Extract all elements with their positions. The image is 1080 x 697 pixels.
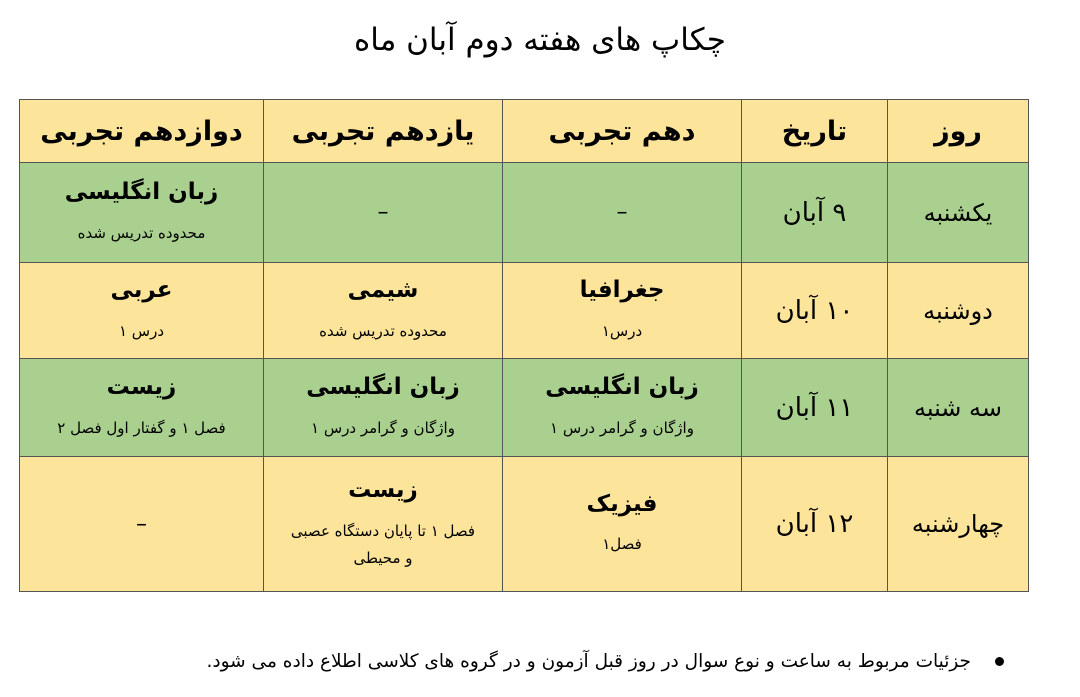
- exam-subject: جغرافیا: [579, 277, 665, 304]
- day-cell: چهارشنبه: [888, 457, 1029, 592]
- header-day: روز: [888, 100, 1029, 163]
- footnote: [207, 651, 1005, 672]
- grade-12-cell: [20, 263, 264, 359]
- table-row: [20, 263, 1029, 359]
- exam-subject: شیمی: [347, 277, 419, 304]
- exam-subject: زیست: [106, 374, 177, 401]
- exam-scope: فصل۱: [602, 535, 642, 554]
- day-cell: یکشنبه: [888, 163, 1029, 263]
- header-row: [20, 100, 1029, 163]
- table-row: [20, 457, 1029, 592]
- grade-12-cell: [20, 457, 264, 592]
- exam-subject: زیست: [348, 477, 418, 504]
- grade-11-cell: [264, 163, 503, 263]
- header-date: تاریخ: [742, 100, 888, 163]
- date-cell: ۹ آبان: [742, 163, 888, 263]
- grade-11-cell: [264, 263, 503, 359]
- date-cell: ۱۲ آبان: [742, 457, 888, 592]
- exam-subject: زبان انگلیسی: [64, 179, 219, 206]
- exam-scope: درس۱: [601, 321, 643, 340]
- grade-12-cell: [20, 359, 264, 457]
- header-grade-10: دهم تجربی: [503, 100, 742, 163]
- exam-scope: درس ۱: [118, 321, 165, 340]
- grade-12-cell: [20, 163, 264, 263]
- table-row: [20, 359, 1029, 457]
- day-cell: سه شنبه: [888, 359, 1029, 457]
- exam-scope: واژگان و گرامر درس ۱: [550, 418, 694, 437]
- grade-11-cell: [264, 457, 503, 592]
- grade-10-cell: [503, 263, 742, 359]
- exam-scope: فصل ۱ تا پایان دستگاه عصبی و محیطی: [290, 521, 476, 567]
- empty-dash: –: [136, 511, 147, 537]
- date-cell: ۱۱ آبان: [742, 359, 888, 457]
- grade-10-cell: [503, 457, 742, 592]
- bullet-icon: [995, 657, 1004, 666]
- footnote-text: جزئیات مربوط به ساعت و نوع سوال در روز قبل آزمون و در گروه های کلاسی اطلاع داده می شود.: [206, 651, 971, 672]
- header-grade-11: یازدهم تجربی: [264, 100, 503, 163]
- page-title: چکاپ های هفته دوم آبان ماه: [354, 22, 726, 58]
- exam-subject: زبان انگلیسی: [306, 374, 460, 401]
- schedule-table: [19, 99, 1029, 592]
- exam-subject: عربی: [110, 277, 173, 304]
- empty-dash: –: [616, 200, 628, 225]
- exam-scope: محدوده تدریس شده: [319, 321, 447, 340]
- exam-scope: محدوده تدریس شده: [77, 223, 206, 242]
- exam-subject: فیزیک: [586, 490, 658, 517]
- exam-scope: فصل ۱ و گفتار اول فصل ۲: [57, 418, 226, 437]
- header-grade-12: دوازدهم تجربی: [20, 100, 264, 163]
- grade-11-cell: [264, 359, 503, 457]
- exam-subject: زبان انگلیسی: [545, 374, 699, 401]
- day-cell: دوشنبه: [888, 263, 1029, 359]
- table-row: [20, 163, 1029, 263]
- empty-dash: –: [377, 200, 389, 225]
- exam-scope: واژگان و گرامر درس ۱: [311, 418, 455, 437]
- grade-10-cell: [503, 359, 742, 457]
- date-cell: ۱۰ آبان: [742, 263, 888, 359]
- grade-10-cell: [503, 163, 742, 263]
